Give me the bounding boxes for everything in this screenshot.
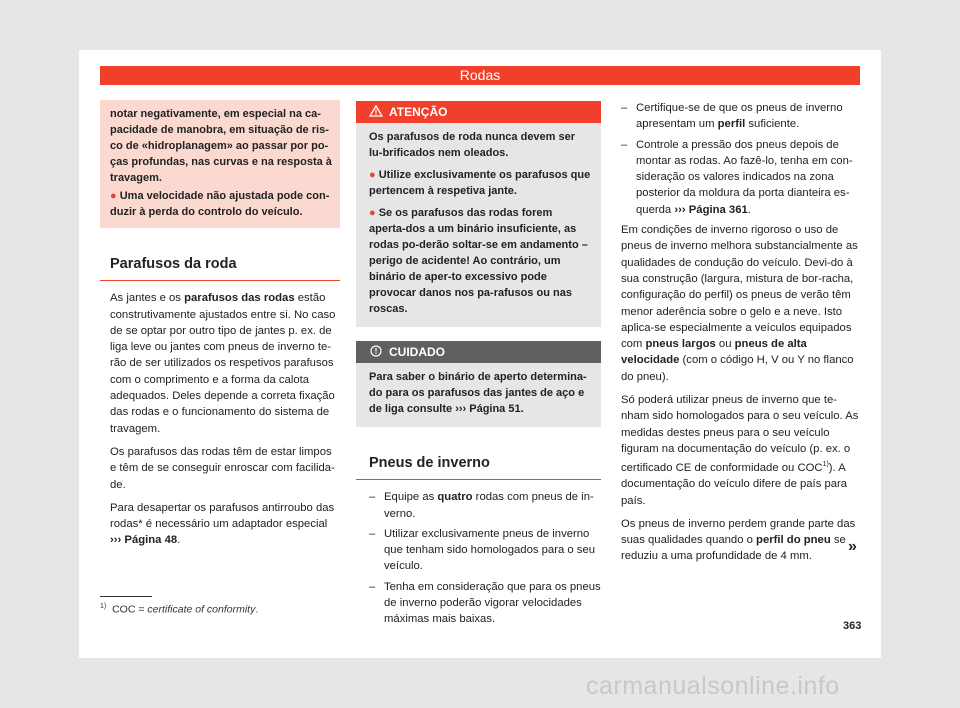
warning-header: ATENÇÃO	[356, 101, 601, 123]
column-2	[356, 101, 601, 632]
continue-marker: »	[848, 538, 857, 555]
list-item: – Controle a pressão dos pneus depois de montar as rodas. Ao fazê-lo, tenha em con-sideração os valores indicados na zona posterior da moldura da porta dianteira es-querda ››› Página 361.	[621, 138, 853, 216]
section-title-parafusos: Parafusos da roda	[100, 256, 340, 281]
list-item: – Certifique-se de que os pneus de inverno apresentam um perfil suficiente.	[621, 102, 843, 131]
paragraph: Só poderá utilizar pneus de inverno que te-nham sido homologados para o seu veículo. As medidas destes pneus para o seu veículo figuram na documentação do veículo (p. ex. o certificado CE de conformidade ou COC$^{1)}$). A documentação do veículo difere de país para país.	[621, 394, 859, 507]
page-header: Rodas	[100, 66, 860, 85]
list-item: – Equipe as quatro rodas com pneus de in-verno.	[369, 491, 594, 520]
page-link[interactable]: ››› Página 361	[674, 203, 748, 216]
footnote-divider	[100, 596, 152, 597]
warning-continuation	[100, 100, 340, 228]
paragraph: As jantes e os parafusos das rodas estão construtivamente ajustados entre si. No caso de se optar por outro tipo de jantes p. ex. de liga leve ou jantes com pneus de inverno te-rão de ser utilizados os respetivos parafusos com o comprimento e a forma da calota adequados. Deles depende a correta fixação das rodas e o funcionamento do sistema de travagem.	[110, 292, 336, 435]
bullet-icon: ●	[369, 169, 376, 181]
warning-continuation-bullet: ● Uma velocidade não ajustada pode con-duzir à perda do controlo do veículo.	[110, 190, 330, 218]
watermark: carmanualsonline.info	[586, 672, 840, 700]
bullet-icon: ●	[110, 190, 117, 202]
caution-box: Para saber o binário de aperto determina-do para os parafusos das jantes de aço e de liga consulte ››› Página 51.	[356, 363, 601, 427]
info-circle-icon	[369, 345, 383, 357]
bullet-icon: ●	[369, 207, 376, 219]
list-item: – Tenha em consideração que para os pneus de inverno poderão vigorar velocidades máximas mais baixas.	[369, 580, 601, 626]
paragraph: Para desapertar os parafusos antirroubo das rodas* é necessário um adaptador especial ››› Página 48.	[110, 501, 335, 547]
paragraph: Os pneus de inverno perdem grande parte das suas qualidades quando o perfil do pneu se reduziu a uma profundidade de 4 mm.	[621, 517, 856, 563]
section-title-pneus-inverno: Pneus de inverno	[356, 455, 601, 480]
column-3	[621, 100, 861, 572]
column-1	[110, 100, 340, 556]
caution-header: CUIDADO	[356, 341, 601, 363]
paragraph: Em condições de inverno rigoroso o uso de pneus de inverno melhora substancialmente as qualidades de condução do veículo. Devi-do à sua construção (largura, mistura de bor-racha, configuração do perfil) os pneus de verão têm menor aderência sobre o gelo e a neve. Isto aplica-se especialmente a veículos equipados com pneus largos ou pneus de alta velocidade (com o código H, V ou Y no flanco do pneu).	[621, 224, 858, 383]
warning-triangle-icon	[369, 105, 383, 117]
paragraph: Os parafusos das rodas têm de estar limpos e têm de se conseguir enroscar com facilida-de.	[110, 445, 335, 491]
warning-continuation-text: notar negativamente, em especial na ca-pacidade de manobra, em situação de ris-co de «hidroplanagem» ao passar por po-ças profundas, nas curvas e na resposta à travagem.	[110, 108, 332, 184]
page-link[interactable]: ››› Página 51	[455, 403, 521, 415]
footnote: $^{1)}$ COC = certificate of conformity.	[100, 603, 259, 616]
page-link[interactable]: ››› Página 48	[110, 534, 178, 547]
page-number: 363	[843, 620, 862, 632]
list-item: – Utilizar exclusivamente pneus de inverno que tenham sido homologados para o seu veículo.	[369, 527, 596, 573]
warning-box: Os parafusos de roda nunca devem ser lu-brificados nem oleados. ● Utilize exclusivamente os parafusos que pertencem à respetiva jante. ● Se os parafusos das rodas forem aperta-dos a um binário insuficiente, as rodas po-derão soltar-se em andamento –perigo de acidente! Ao contrário, um binário de aper-to excessivo pode provocar danos nos pa-rafusos ou nas roscas.	[356, 123, 601, 327]
